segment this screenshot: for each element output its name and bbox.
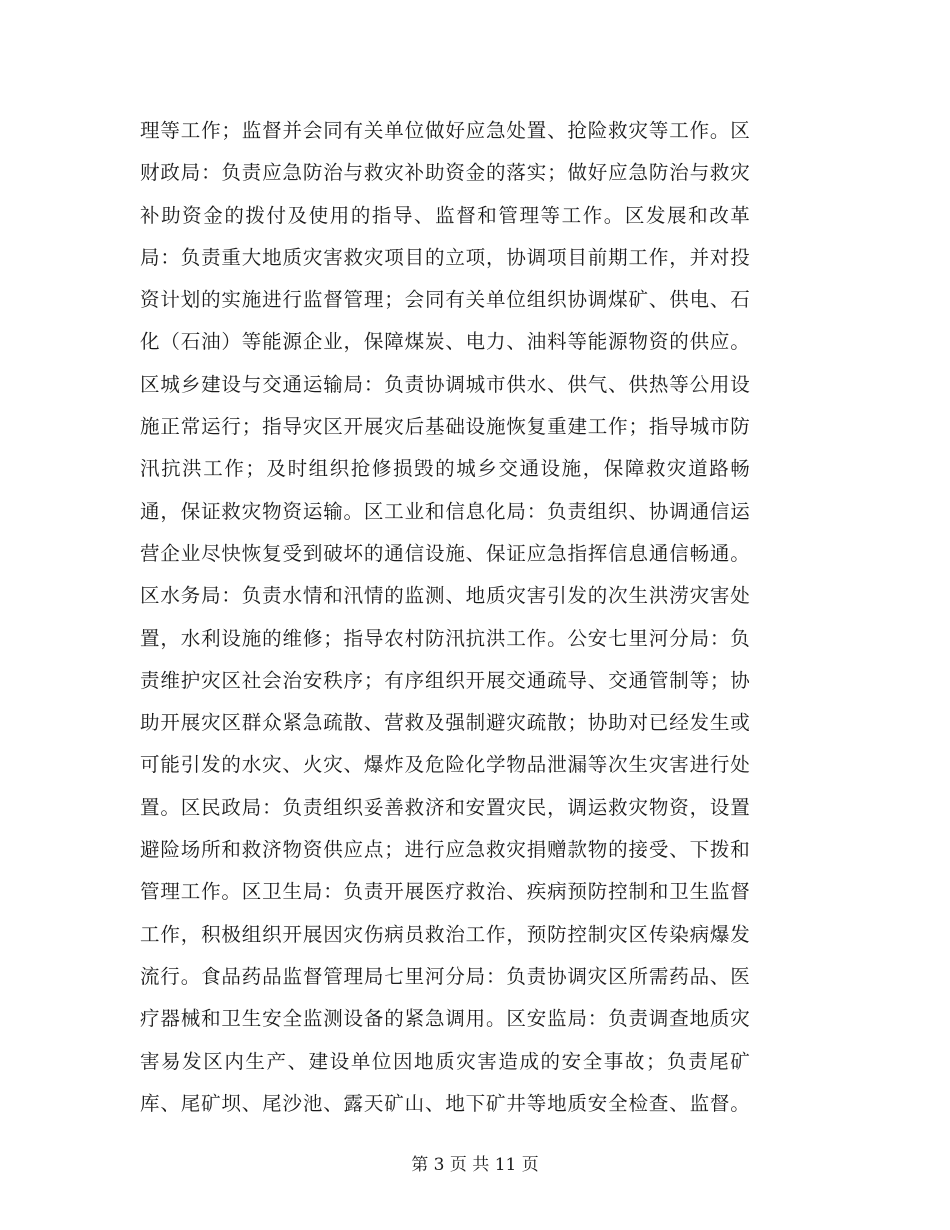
page-number-label: 第 3 页 共 11 页 [411,1155,539,1175]
text-line: 区水务局：负责水情和汛情的监测、地质灾害引发的次生洪涝灾害处 [140,584,750,608]
text-line: 汛抗洪工作；及时组织抢修损毁的城乡交通设施，保障救灾道路畅 [140,457,750,481]
text-line: 置，水利设施的维修；指导农村防汛抗洪工作。公安七里河分局：负 [140,626,750,650]
text-line: 责维护灾区社会治安秩序；有序组织开展交通疏导、交通管制等；协 [140,668,750,692]
body-text [140,110,750,1125]
text-line: 害易发区内生产、建设单位因地质灾害造成的安全事故；负责尾矿 [140,1049,750,1073]
text-line: 补助资金的拨付及使用的指导、监督和管理等工作。区发展和改革 [140,203,750,227]
page-footer [0,1150,950,1175]
text-line: 避险场所和救济物资供应点；进行应急救灾捐赠款物的接受、下拨和 [140,838,750,862]
text-line: 通，保证救灾物资运输。区工业和信息化局：负责组织、协调通信运 [140,499,750,523]
text-line: 流行。食品药品监督管理局七里河分局：负责协调灾区所需药品、医 [140,964,750,988]
text-line: 财政局：负责应急防治与救灾补助资金的落实；做好应急防治与救灾 [140,161,750,185]
text-line: 区城乡建设与交通运输局：负责协调城市供水、供气、供热等公用设 [140,372,750,396]
text-line: 疗器械和卫生安全监测设备的紧急调用。区安监局：负责调查地质灾 [140,1007,750,1031]
text-line: 资计划的实施进行监督管理；会同有关单位组织协调煤矿、供电、石 [140,288,750,312]
text-line: 管理工作。区卫生局：负责开展医疗救治、疾病预防控制和卫生监督 [140,880,750,904]
text-line: 助开展灾区群众紧急疏散、营救及强制避灾疏散；协助对已经发生或 [140,711,750,735]
text-line: 可能引发的水灾、火灾、爆炸及危险化学物品泄漏等次生灾害进行处 [140,753,750,777]
text-line: 置。区民政局：负责组织妥善救济和安置灾民，调运救灾物资，设置 [140,795,750,819]
text-line: 理等工作；监督并会同有关单位做好应急处置、抢险救灾等工作。区 [140,119,750,142]
text-line: 化（石油）等能源企业，保障煤炭、电力、油料等能源物资的供应。 [140,330,750,354]
text-line: 局：负责重大地质灾害救灾项目的立项，协调项目前期工作，并对投 [140,245,750,269]
text-line: 营企业尽快恢复受到破坏的通信设施、保证应急指挥信息通信畅通。 [140,541,750,565]
text-line: 库、尾矿坝、尾沙池、露天矿山、地下矿井等地质安全检查、监督。 [140,1091,750,1115]
text-line: 工作，积极组织开展因灾伤病员救治工作，预防控制灾区传染病爆发 [140,922,750,946]
text-line: 施正常运行；指导灾区开展灾后基础设施恢复重建工作；指导城市防 [140,415,750,439]
